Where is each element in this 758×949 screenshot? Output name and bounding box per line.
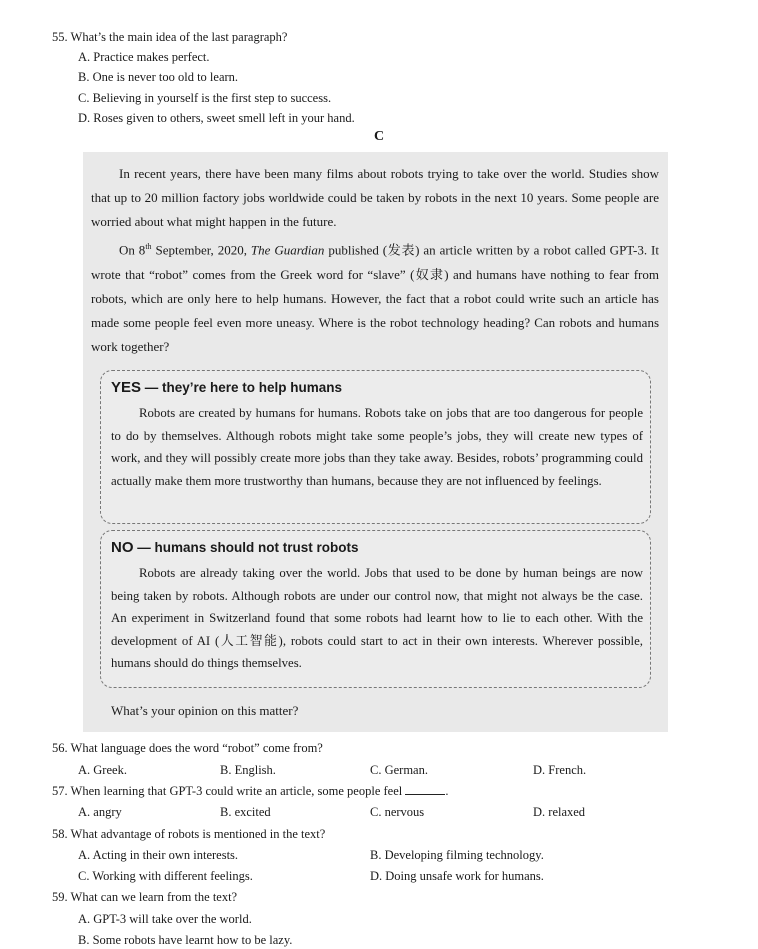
q57-option-b: B. excited (220, 805, 271, 819)
q56-stem: 56. What language does the word “robot” come from? (52, 741, 323, 755)
q57-option-a: A. angry (78, 805, 122, 819)
q58-option-b: B. Developing filming technology. (370, 848, 544, 862)
q56-option-d: D. French. (533, 763, 587, 777)
closing-question: What’s your opinion on this matter? (111, 703, 299, 718)
q59-option-a: A. GPT-3 will take over the world. (78, 912, 252, 926)
q58-option-d: D. Doing unsafe work for humans. (370, 869, 544, 883)
q57-option-c: C. nervous (370, 805, 425, 819)
yes-opinion-box (100, 370, 651, 524)
q56-option-c: C. German. (370, 763, 428, 777)
q58-option-c: C. Working with different feelings. (78, 869, 253, 883)
q58-stem: 58. What advantage of robots is mentioned in the text? (52, 827, 326, 841)
q57-stem: 57. When learning that GPT-3 could write an article, some people feel . (52, 784, 449, 798)
q59-stem: 59. What can we learn from the text? (52, 890, 238, 904)
q55-option-b: B. One is never too old to learn. (78, 70, 239, 84)
no-box-body: Robots are already taking over the world. Jobs that used to be done by human beings are now being taken by robots. Although robots are under our control now, that might not always be the case. An experiment in Switzerland found that some robots had learnt how to lie to each other. With the development of AI (人工智能), robots could start to act in their own interests. Wherever possible, humans should do things themselves. (111, 566, 643, 670)
yes-box-title: YES — they’re here to help humans (111, 379, 343, 396)
no-box-title: NO — humans should not trust robots (111, 539, 359, 556)
yes-box-body: Robots are created by humans for humans. Robots take on jobs that are too dangerous for people to do by themselves. Although robots might take some people’s jobs, they will create new types of work, and they will possibly create more jobs than they take away. Besides, robots’ programming could actually make them more trustworthy than humans, because they are not influenced by feelings. (111, 406, 643, 488)
section-heading: C (373, 129, 385, 144)
q56-option-b: B. English. (220, 763, 276, 777)
q59-option-b: B. Some robots have learnt how to be lazy. (78, 933, 293, 947)
q56-option-a: A. Greek. (78, 763, 127, 777)
passage-paragraph-2: On 8th September, 2020, The Guardian published (发表) an article written by a robot called GPT-3. It wrote that “robot” comes from the Greek word for “slave” (奴隶) and humans have nothing to fear from robots, which are only here to help humans. However, the fact that a robot could write such an article has made some people feel even more uneasy. Where is the robot technology heading? Can robots and humans work together? (91, 242, 659, 355)
reading-passage (83, 152, 668, 732)
q55-option-a: A. Practice makes perfect. (78, 50, 210, 64)
answer-blank (405, 784, 445, 795)
q55-option-c: C. Believing in yourself is the first step to success. (78, 91, 332, 105)
no-opinion-box (100, 530, 651, 688)
q58-option-a: A. Acting in their own interests. (78, 848, 239, 862)
q55-option-d: D. Roses given to others, sweet smell left in your hand. (78, 111, 355, 125)
newspaper-name: The Guardian (250, 242, 325, 258)
q55-stem: 55. What’s the main idea of the last paragraph? (52, 30, 288, 44)
q57-option-d: D. relaxed (533, 805, 586, 819)
passage-paragraph-1: In recent years, there have been many films about robots trying to take over the world. Studies show that up to 20 million factory jobs worldwide could be taken by robots in the next 10 years. Some people are worried about what might happen in the future. (91, 166, 659, 230)
